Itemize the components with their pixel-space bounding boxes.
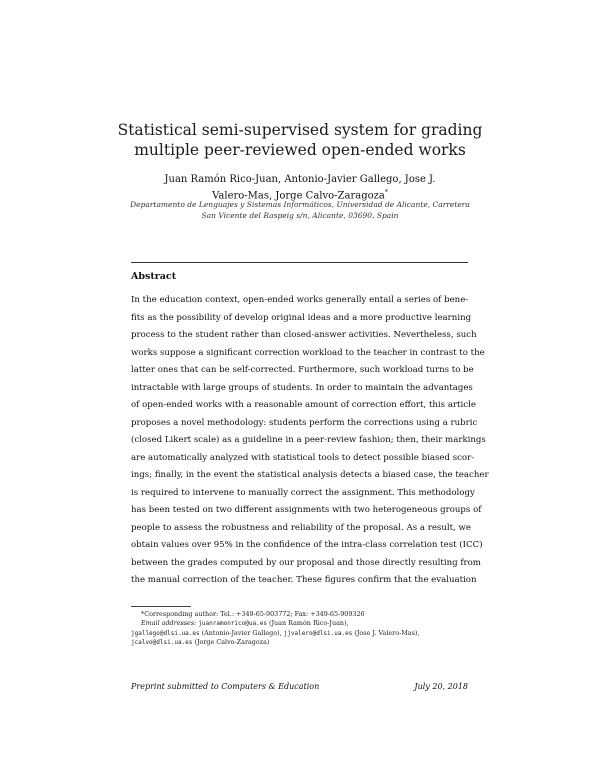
email-addresses bbox=[131, 619, 468, 628]
abstract-line: works suppose a significant correction workload to the teacher in contrast to the bbox=[131, 347, 485, 358]
email-link[interactable]: jgallego@dlsi.ua.es bbox=[131, 629, 200, 637]
abstract-line: obtain values over 95% in the confidence of the intra-class correlation test (ICC) bbox=[131, 540, 483, 550]
abstract-line: ings; finally, in the event the statistical analysis detects a biased case, the teacher bbox=[131, 470, 489, 480]
abstract-line: is required to intervene to manually correct the assignment. This methodology bbox=[131, 487, 475, 498]
author-list bbox=[150, 173, 450, 202]
email-label: Email addresses: bbox=[141, 619, 197, 628]
abstract-line: intractable with large groups of students. In order to maintain the advantages bbox=[131, 382, 473, 393]
email-addresses-line bbox=[131, 638, 468, 647]
affiliation bbox=[110, 200, 490, 221]
email-owner: (Juan Ramón Rico-Juan), bbox=[269, 619, 349, 628]
preprint-date: July 20, 2018 bbox=[414, 682, 468, 691]
email-owner: (Jorge Calvo-Zaragoza) bbox=[194, 638, 270, 647]
abstract-line: latter ones that can be self-corrected. Furthermore, such workload turns to be bbox=[131, 365, 474, 375]
author-names: Juan Ramón Rico-Juan, Antonio-Javier Gallego, Jose J. Valero-Mas, Jorge Calvo-Zaragoza bbox=[164, 174, 436, 202]
abstract-line: are automatically analyzed with statistical tools to detect possible biased scor- bbox=[131, 452, 475, 463]
email-link[interactable]: juanramonrico@ua.es bbox=[198, 620, 267, 628]
abstract-body bbox=[131, 292, 489, 590]
page-footer bbox=[131, 682, 468, 691]
abstract-line: the manual correction of the teacher. These figures confirm that the evaluation bbox=[131, 575, 477, 585]
email-link[interactable]: jcalvo@dlsi.ua.es bbox=[131, 639, 193, 647]
abstract-line: process to the student rather than closed-answer activities. Nevertheless, such bbox=[131, 330, 477, 340]
email-addresses-line bbox=[131, 629, 468, 638]
journal-submission-note: Preprint submitted to Computers & Education bbox=[131, 682, 320, 691]
abstract-line: people to assess the robustness and reliability of the proposal. As a result, we bbox=[131, 522, 471, 533]
abstract-line: In the education context, open-ended works generally entail a series of bene- bbox=[131, 295, 469, 305]
footnote bbox=[131, 610, 468, 648]
abstract-line: of open-ended works with a reasonable amount of correction effort, this article bbox=[131, 400, 476, 410]
affiliation-line: San Vicente del Raspeig s/n, Alicante, 03690, Spain bbox=[201, 210, 399, 220]
paper-title: Statistical semi-supervised system for grading multiple peer-reviewed open-ended works bbox=[117, 121, 483, 159]
abstract-heading: Abstract bbox=[131, 271, 177, 282]
email-owner: (Antonio-Javier Gallego), bbox=[201, 628, 282, 637]
abstract-line: proposes a novel methodology: students perform the corrections using a rubric bbox=[131, 417, 478, 428]
abstract-line: between the grades computed by our proposal and those directly resulting from bbox=[131, 557, 481, 568]
abstract-line: has been tested on two different assignments with two heterogeneous groups of bbox=[131, 505, 482, 515]
email-owner: (Jose J. Valero-Mas), bbox=[354, 628, 420, 637]
abstract-line: fits as the possibility of develop original ideas and a more productive learning bbox=[131, 312, 472, 323]
corresponding-author-note: *Corresponding author: Tel.: +349-65-903772; Fax: +349-65-909326 bbox=[141, 610, 365, 618]
footnote-divider bbox=[131, 606, 191, 607]
abstract-divider bbox=[131, 262, 468, 263]
abstract-line: (closed Likert scale) as a guideline in a peer-review fashion; then, their markings bbox=[131, 435, 486, 445]
email-link[interactable]: jjvalero@dlsi.ua.es bbox=[283, 629, 353, 637]
affiliation-line: Departamento de Lenguajes y Sistemas Informáticos, Universidad de Alicante, Carretera bbox=[130, 200, 470, 209]
corresponding-author-mark: * bbox=[384, 189, 388, 196]
